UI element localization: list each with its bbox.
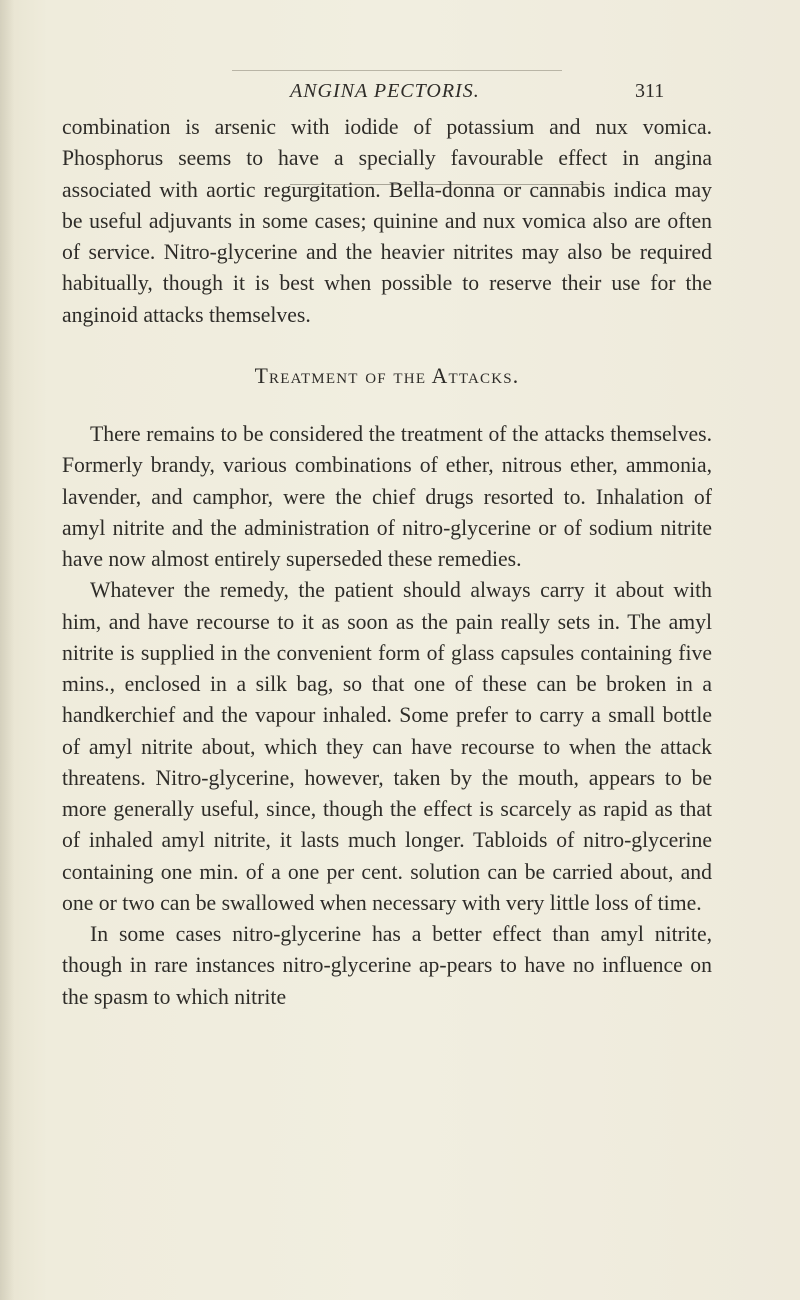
page-number: 311 <box>635 80 665 102</box>
running-title: ANGINA PECTORIS. <box>290 80 480 102</box>
running-head <box>230 80 700 104</box>
paragraph-4: In some cases nitro-glycerine has a better effect than amyl nitrite, though in rare instances nitro-glycerine ap-pears to have no influence on the spasm to which nitrite <box>62 922 712 1009</box>
paragraph-2: There remains to be considered the treatment of the attacks themselves. Formerly brandy, various combinations of ether, nitrous ether, ammonia, lavender, and camphor, were the chief drugs resorted to. Inhalation of amyl nitrite and the administration of nitro-glycerine or of sodium nitrite have now almost entirely superseded these remedies. <box>62 422 712 571</box>
section-heading: Treatment of the Attacks. <box>254 363 520 388</box>
paragraph-3: Whatever the remedy, the patient should always carry it about with him, and have recourse to it as soon as the pain really sets in. The amyl nitrite is supplied in the convenient form of glass capsules containing five mins., enclosed in a silk bag, so that one of these can be broken in a handkerchief and the vapour inhaled. Some prefer to carry a small bottle of amyl nitrite about, which they can have recourse to when the attack threatens. Nitro-glycerine, however, taken by the mouth, appears to be more generally useful, since, though the effect is scarcely as rapid as that of inhaled amyl nitrite, it lasts much longer. Tabloids of nitro-glycerine containing one min. of a one per cent. solution can be carried about, and one or two can be swallowed when necessary with very little loss of time. <box>62 578 712 915</box>
body-text <box>62 112 712 1013</box>
top-rule <box>232 70 562 71</box>
page-gutter-shadow <box>0 0 14 1300</box>
paragraph-1: combination is arsenic with iodide of potassium and nux vomica. Phosphorus seems to have a specially favourable effect in angina associated with aortic regurgitation. Bella-donna or cannabis indica may be useful adjuvants in some cases; quinine and nux vomica also are often of service. Nitro-glycerine and the heavier nitrites may also be required habitually, though it is best when possible to reserve their use for the anginoid attacks themselves. <box>62 115 712 327</box>
